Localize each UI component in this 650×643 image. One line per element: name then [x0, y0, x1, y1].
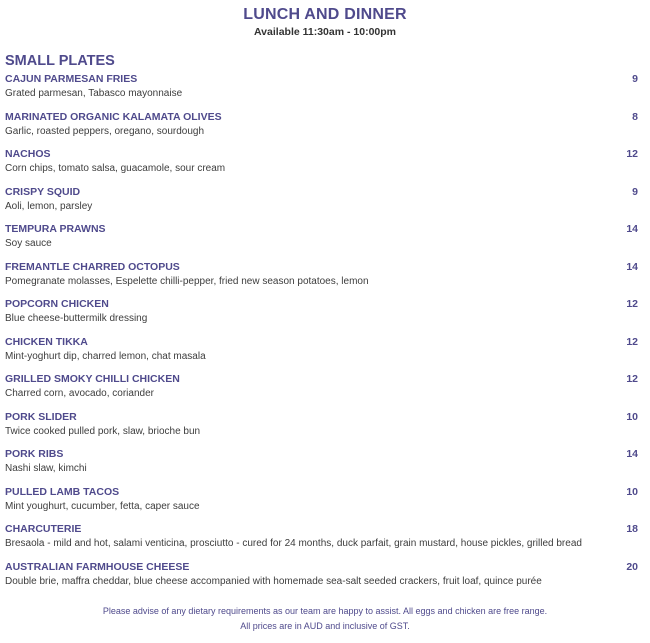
- item-price: 14: [626, 260, 638, 273]
- item-description: Blue cheese-buttermilk dressing: [5, 313, 148, 324]
- item-name: PORK SLIDER: [5, 410, 77, 423]
- page-title: LUNCH AND DINNER: [243, 6, 407, 23]
- item-name: CRISPY SQUID: [5, 185, 81, 198]
- item-name: PULLED LAMB TACOS: [5, 485, 120, 498]
- menu-item: [5, 222, 638, 260]
- item-description: Aoli, lemon, parsley: [5, 200, 93, 212]
- item-name: AUSTRALIAN FARMHOUSE CHEESE: [5, 560, 190, 573]
- availability-hours: Available 11:30am - 10:00pm: [253, 26, 397, 38]
- menu-footer: [0, 604, 650, 634]
- item-name: TEMPURA PRAWNS: [5, 223, 106, 235]
- item-description: Soy sauce: [5, 238, 52, 249]
- menu-item: [5, 110, 638, 148]
- menu-list: [5, 72, 638, 597]
- menu-item: [5, 185, 638, 223]
- item-price: 20: [626, 560, 638, 573]
- item-price: 10: [626, 485, 638, 498]
- item-description: Mint youghurt, cucumber, fetta, caper sauce: [5, 500, 200, 512]
- item-name: FREMANTLE CHARRED OCTOPUS: [5, 260, 180, 273]
- item-description: Mint-yoghurt dip, charred lemon, chat masala: [5, 350, 206, 362]
- menu-item: [5, 560, 638, 598]
- item-description: Charred corn, avocado, coriander: [5, 388, 154, 399]
- item-description: Bresaola - mild and hot, salami venticina, prosciutto - cured for 24 months, duck parfait, grain mustard, house pickles, grilled bread: [5, 538, 582, 549]
- menu-item: [5, 260, 638, 298]
- item-description: Twice cooked pulled pork, slaw, brioche bun: [5, 425, 201, 437]
- item-name: CAJUN PARMESAN FRIES: [5, 73, 138, 85]
- menu-item: [5, 372, 638, 410]
- price-note: All prices are in AUD and inclusive of GST.: [240, 621, 410, 631]
- item-description: Nashi slaw, kimchi: [5, 463, 87, 474]
- item-price: 9: [632, 73, 638, 85]
- item-price: 14: [626, 448, 638, 460]
- menu-item: [5, 147, 638, 185]
- menu-item: [5, 410, 638, 448]
- menu-item: [5, 447, 638, 485]
- item-price: 18: [626, 523, 638, 535]
- item-name: CHARCUTERIE: [5, 523, 82, 535]
- menu-item: [5, 335, 638, 373]
- item-price: 12: [626, 298, 638, 310]
- item-price: 12: [626, 335, 638, 348]
- menu-item: [5, 297, 638, 335]
- item-price: 12: [626, 148, 638, 160]
- item-description: Garlic, roasted peppers, oregano, sourdough: [5, 125, 205, 137]
- item-description: Pomegranate molasses, Espelette chilli-pepper, fried new season potatoes, lemon: [5, 275, 369, 287]
- item-description: Double brie, maffra cheddar, blue cheese accompanied with homemade sea-salt seeded crackers, fruit loaf, quince purée: [5, 575, 542, 587]
- item-name: PORK RIBS: [5, 448, 64, 460]
- item-price: 10: [626, 410, 638, 423]
- dietary-note: Please advise of any dietary requirements as our team are happy to assist. All eggs and chicken are free range.: [102, 606, 548, 616]
- menu-item: [5, 72, 638, 110]
- menu-header: [0, 5, 650, 39]
- item-price: 12: [626, 373, 638, 385]
- item-name: POPCORN CHICKEN: [5, 298, 109, 310]
- item-name: GRILLED SMOKY CHILLI CHICKEN: [5, 373, 180, 385]
- item-name: MARINATED ORGANIC KALAMATA OLIVES: [5, 110, 222, 123]
- section-title: SMALL PLATES: [5, 53, 115, 69]
- item-price: 9: [632, 185, 638, 198]
- item-name: CHICKEN TIKKA: [5, 335, 88, 348]
- item-price: 8: [632, 110, 638, 123]
- menu-item: [5, 485, 638, 523]
- menu-item: [5, 522, 638, 560]
- item-name: NACHOS: [5, 148, 51, 160]
- item-description: Grated parmesan, Tabasco mayonnaise: [5, 88, 183, 99]
- item-description: Corn chips, tomato salsa, guacamole, sour cream: [5, 163, 226, 174]
- item-price: 14: [626, 223, 638, 235]
